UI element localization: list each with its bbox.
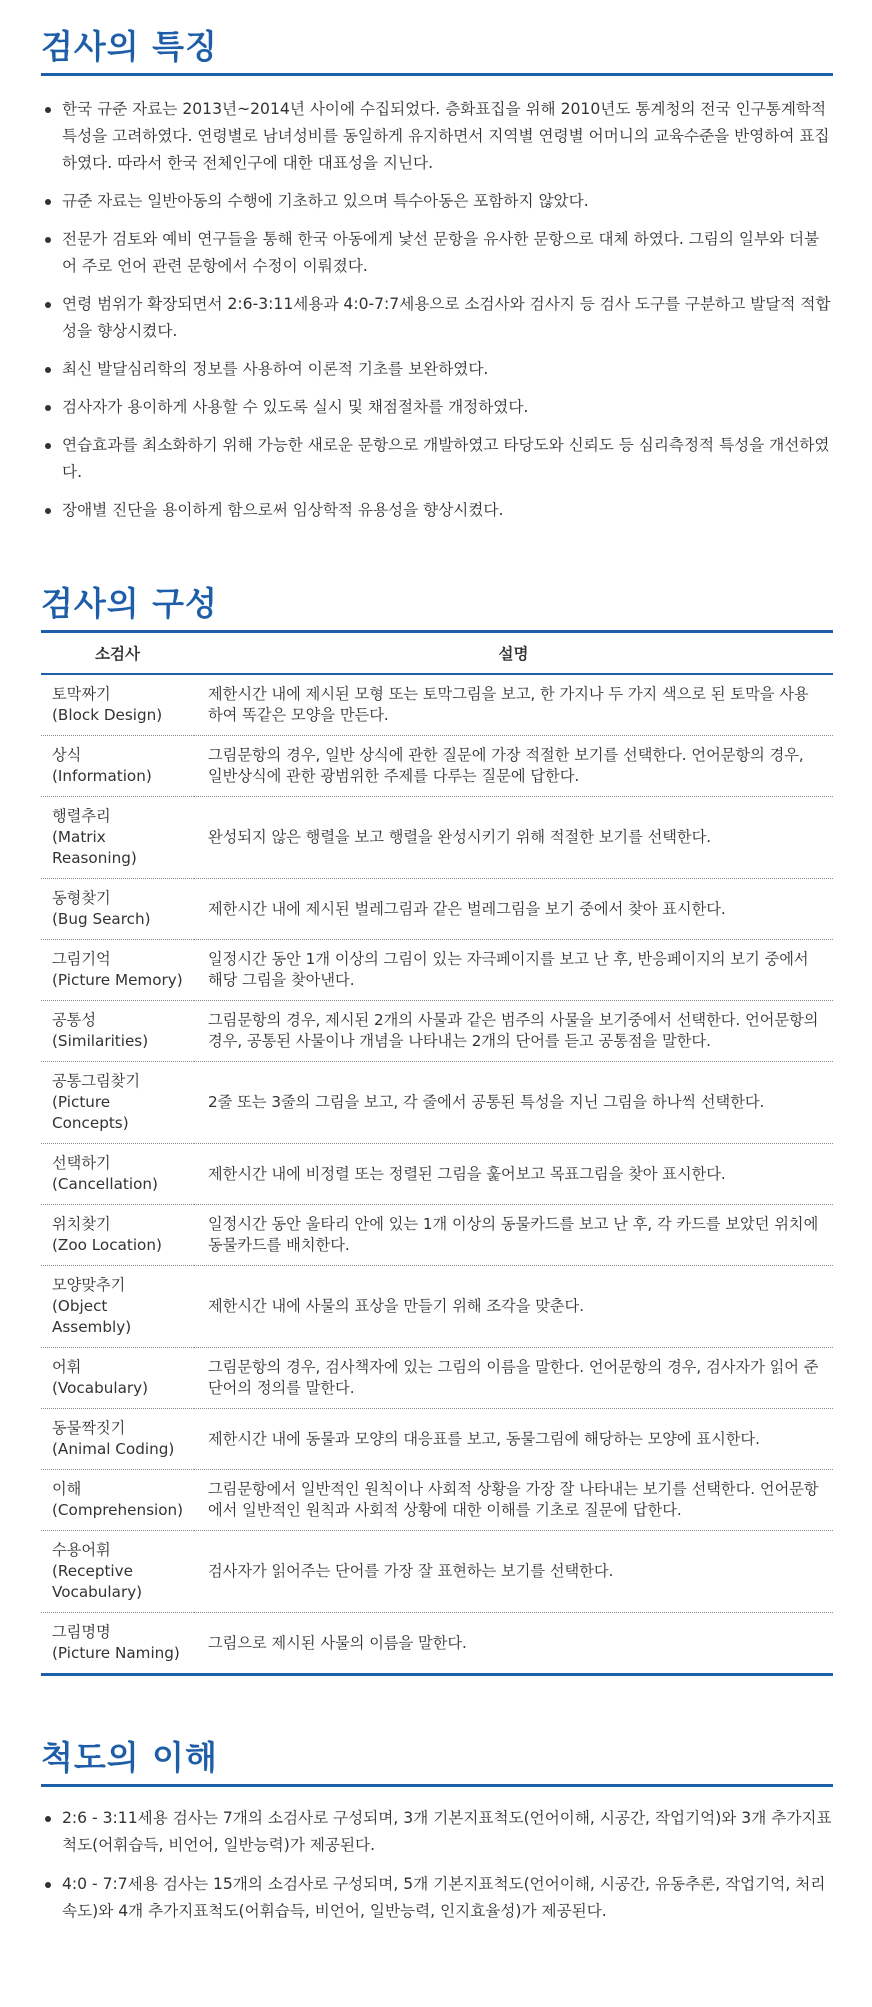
subtest-name-cell [41,797,194,879]
scale-list-item: 2:6 - 3:11세용 검사는 7개의 소검사로 구성되며, 3개 기본지표척도(언어이해, 시공간, 작업기억)와 3개 추가지표척도(어휘습득, 비언어, 일반능력)가 제공된다. [41,1805,833,1859]
table-row [41,940,833,1001]
subtest-name: 상식 [52,746,82,764]
features-list-item: 최신 발달심리학의 정보를 사용하여 이론적 기초를 보완하였다. [41,356,833,383]
subtest-name: 위치찾기 [52,1215,111,1233]
subtest-english-name: (Information) [52,767,152,785]
subtest-english-name: (Zoo Location) [52,1236,162,1254]
features-list-item: 장애별 진단을 용이하게 함으로써 임상학적 유용성을 향상시켰다. [41,497,833,524]
subtest-description: 그림으로 제시된 사물의 이름을 말한다. [208,1633,467,1652]
subtest-name-cell [41,1613,194,1675]
table-row [41,1205,833,1266]
page-content [41,0,833,1937]
subtest-description: 제한시간 내에 비정렬 또는 정렬된 그림을 훑어보고 목표그림을 찾아 표시한다. [194,1144,833,1205]
subtest-name-cell [41,1205,194,1266]
subtest-name: 동형찾기 [52,889,111,907]
subtest-description: 일정시간 동안 울타리 안에 있는 1개 이상의 동물카드를 보고 난 후, 각 카드를 보았던 위치에 동물카드를 배치한다. [194,1205,833,1266]
subtest-description: 제한시간 내에 제시된 모형 또는 토막그림을 보고, 한 가지나 두 가지 색으로 된 토막을 사용하여 똑같은 모양을 만든다. [194,674,833,736]
table-row [41,1266,833,1348]
composition-section-title: 검사의 구성 [41,587,833,633]
subtest-description: 그림문항에서 일반적인 원칙이나 사회적 상황을 가장 잘 나타내는 보기를 선택한다. 언어문항에서 일반적인 원칙과 사회적 상황에 대한 이해를 기초로 질문에 답한다. [194,1470,833,1531]
subtest-english-name: (Comprehension) [52,1501,184,1519]
table-row [41,1409,833,1470]
subtest-name: 어휘 [52,1358,82,1376]
table-row [41,1144,833,1205]
subtest-name: 공통그림찾기 [52,1072,141,1090]
table-row [41,1001,833,1062]
subtest-name: 토막짜기 [52,685,111,703]
table-row [41,674,833,736]
subtest-name-cell [41,1001,194,1062]
features-list-item: 한국 규준 자료는 2013년~2014년 사이에 수집되었다. 층화표집을 위해 2010년도 통계청의 전국 인구통계학적 특성을 고려하였다. 연령별로 남녀성비를 동일하게 유지하면서 지역별 연령별 어머니의 교육수준을 반영하여 표집하였다. 따라서 한국 전체인구에 대한 대표성을 지닌다. [41,96,833,177]
subtest-description: 검사자가 읽어주는 단어를 가장 잘 표현하는 보기를 선택한다. [194,1531,833,1613]
features-list-item: 검사자가 용이하게 사용할 수 있도록 실시 및 채점절차를 개정하였다. [41,394,833,421]
subtest-name: 수용어휘 [52,1541,111,1559]
table-header-row [41,633,833,674]
subtest-name-cell [41,1348,194,1409]
subtest-description: 제한시간 내에 제시된 벌레그림과 같은 벌레그림을 보기 중에서 찾아 표시한다. [194,879,833,940]
subtest-english-name: (Picture Naming) [52,1644,180,1662]
subtest-name-cell [41,1470,194,1531]
subtest-english-name: (Similarities) [52,1032,149,1050]
subtest-column-header: 소검사 [41,633,194,674]
subtest-name: 그림기억 [52,950,111,968]
features-list [41,96,833,524]
table-row [41,1613,833,1675]
subtest-description: 그림문항의 경우, 일반 상식에 관한 질문에 가장 적절한 보기를 선택한다. 언어문항의 경우, 일반상식에 관한 광범위한 주제를 다루는 질문에 답한다. [194,736,833,797]
table-row [41,879,833,940]
features-list-item: 전문가 검토와 예비 연구들을 통해 한국 아동에게 낯선 문항을 유사한 문항으로 대체 하였다. 그림의 일부와 더불어 주로 언어 관련 문항에서 수정이 이뤄졌다. [41,226,833,280]
subtest-description: 그림문항의 경우, 제시된 2개의 사물과 같은 범주의 사물을 보기중에서 선택한다. 언어문항의 경우, 공통된 사물이나 개념을 나타내는 2개의 단어를 듣고 공통점을 말한다. [194,1001,833,1062]
subtest-name-cell [41,940,194,1001]
table-row [41,1531,833,1613]
subtest-english-name: (Picture Memory) [52,971,183,989]
subtest-english-name: (Picture Concepts) [52,1093,129,1132]
features-list-item: 연습효과를 최소화하기 위해 가능한 새로운 문항으로 개발하였고 타당도와 신뢰도 등 심리측정적 특성을 개선하였다. [41,432,833,486]
subtest-name: 그림명명 [52,1623,111,1641]
table-row [41,797,833,879]
subtest-name-cell [41,736,194,797]
subtest-description: 일정시간 동안 1개 이상의 그림이 있는 자극페이지를 보고 난 후, 반응페이지의 보기 중에서 해당 그림을 찾아낸다. [194,940,833,1001]
subtest-english-name: (Animal Coding) [52,1440,175,1458]
subtest-english-name: (Receptive Vocabulary) [52,1562,143,1601]
subtest-name-cell [41,674,194,736]
table-row [41,1062,833,1144]
subtest-english-name: (Block Design) [52,706,163,724]
subtest-name-cell [41,1266,194,1348]
subtest-english-name: (Cancellation) [52,1175,158,1193]
features-section-title: 검사의 특징 [41,0,833,76]
subtest-description: 2줄 또는 3줄의 그림을 보고, 각 줄에서 공통된 특성을 지닌 그림을 하나씩 선택한다. [194,1062,833,1144]
scale-list-item: 4:0 - 7:7세용 검사는 15개의 소검사로 구성되며, 5개 기본지표척도(언어이해, 시공간, 유동추론, 작업기억, 처리속도)와 4개 추가지표척도(어휘습득, 비언어, 일반능력, 인지효율성)가 제공된다. [41,1871,833,1925]
subtest-english-name: (Object Assembly) [52,1297,132,1336]
subtest-description: 그림문항의 경우, 검사책자에 있는 그림의 이름을 말한다. 언어문항의 경우, 검사자가 읽어 준 단어의 정의를 말한다. [194,1348,833,1409]
scale-section-title: 척도의 이해 [41,1741,833,1787]
features-list-item: 규준 자료는 일반아동의 수행에 기초하고 있으며 특수아동은 포함하지 않았다. [41,188,833,215]
subtest-name: 모양맞추기 [52,1276,126,1294]
table-row [41,736,833,797]
subtest-english-name: (Matrix Reasoning) [52,828,137,867]
subtest-description: 제한시간 내에 사물의 표상을 만들기 위해 조각을 맞춘다. [194,1266,833,1348]
subtest-name-cell [41,879,194,940]
subtest-name: 행렬추리 [52,807,111,825]
subtest-english-name: (Vocabulary) [52,1379,149,1397]
subtest-description: 완성되지 않은 행렬을 보고 행렬을 완성시키기 위해 적절한 보기를 선택한다. [194,797,833,879]
description-column-header: 설명 [194,633,833,674]
subtest-english-name: (Bug Search) [52,910,151,928]
subtest-name: 이해 [52,1480,82,1498]
table-row [41,1348,833,1409]
subtest-name-cell [41,1531,194,1613]
features-list-item: 연령 범위가 확장되면서 2:6-3:11세용과 4:0-7:7세용으로 소검사와 검사지 등 검사 도구를 구분하고 발달적 적합성을 향상시켰다. [41,291,833,345]
subtest-name: 공통성 [52,1011,97,1029]
subtest-table [41,633,833,1676]
subtest-name: 선택하기 [52,1154,111,1172]
table-row [41,1470,833,1531]
subtest-description: 제한시간 내에 동물과 모양의 대응표를 보고, 동물그림에 해당하는 모양에 표시한다. [194,1409,833,1470]
subtest-name: 동물짝짓기 [52,1419,126,1437]
subtest-name-cell [41,1144,194,1205]
subtest-name-cell [41,1062,194,1144]
subtest-name-cell [41,1409,194,1470]
scale-list [41,1805,833,1925]
